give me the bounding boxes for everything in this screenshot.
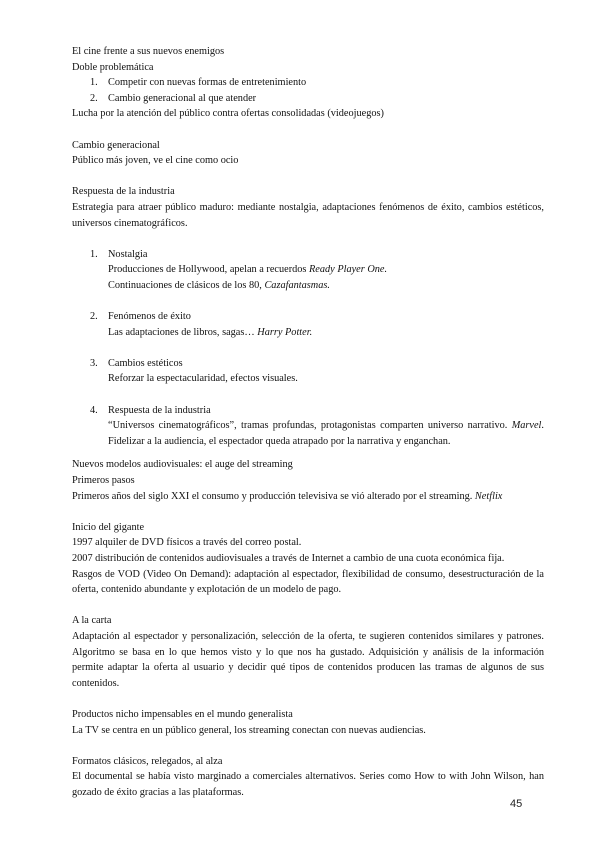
section5-line2: 2007 distribución de contenidos audiovisuales a través de Internet a cambio de una cuota económica fija. [72, 553, 505, 564]
page-number: 45 [510, 798, 523, 810]
section2-title: Cambio generacional [72, 139, 160, 151]
list-number: 4. [90, 404, 98, 416]
list-number: 1. [90, 77, 98, 89]
section6-title: A la carta [72, 615, 112, 627]
list-item [72, 403, 544, 450]
section7-text: La TV se centra en un público general, los streaming conectan con nuevas audiencias. [72, 724, 426, 736]
list-line: Reforzar la espectacularidad, efectos visuales. [108, 373, 298, 385]
section3-text: Estrategia para atraer público maduro: mediante nostalgia, adaptaciones fenómenos de éxito, cambios estéticos, universos cinematográficos. [72, 201, 544, 229]
section5-title: Inicio del gigante [72, 521, 145, 533]
section4-title: Nuevos modelos audiovisuales: el auge del streaming [72, 459, 293, 471]
list-number: 3. [90, 357, 98, 369]
section1-title: El cine frente a sus nuevos enemigos [72, 46, 225, 57]
list-item-text: Cambio generacional al que atender [108, 92, 257, 104]
section5-line1: 1997 alquiler de DVD físicos a través del correo postal. [72, 537, 302, 549]
list-line: Continuaciones de clásicos de los 80, Cazafantasmas. [108, 279, 330, 291]
list-heading: Fenómenos de éxito [108, 311, 191, 323]
section7-title: Productos nicho impensables en el mundo generalista [72, 708, 293, 720]
section3-list [72, 247, 544, 450]
list-heading: Nostalgia [108, 248, 148, 260]
list-number: 1. [90, 248, 98, 260]
list-item [72, 247, 544, 294]
list-item [72, 91, 544, 107]
list-line: Las adaptaciones de libros, sagas… Harry Potter. [108, 326, 313, 338]
section5-line3: Rasgos de VOD (Video On Demand): adaptación al espectador, flexibilidad de consumo, desestructuración de la oferta, contenido abundante y explotación de un modelo de pago. [72, 568, 544, 596]
section6-text: Adaptación al espectador y personalización, selección de la oferta, te sugieren contenidos similares y patrones. Algoritmo se basa en lo que hemos visto y lo que nos ha gustado. Adquisición y análisis de la información permite adaptar la oferta al usuario y decidir qué tipos de contenidos producen las tramas de algunos de sus contenidos. [72, 630, 544, 689]
section1-list [72, 75, 544, 106]
list-item [72, 75, 544, 91]
list-line: Producciones de Hollywood, apelan a recuerdos Ready Player One. [108, 264, 388, 276]
section8-title: Formatos clásicos, relegados, al alza [72, 755, 223, 767]
section8-text: El documental se había visto marginado a comerciales alternativos. Series como How to with John Wilson, han gozado de éxito gracias a las plataformas. [72, 771, 544, 798]
list-number: 2. [90, 311, 98, 323]
section2-text: Público más joven, ve el cine como ocio [72, 155, 239, 167]
section4-text: Primeros años del siglo XXI el consumo y producción televisiva se vió alterado por el streaming. Netflix [72, 490, 503, 502]
document-page [72, 44, 544, 801]
list-item [72, 356, 544, 387]
list-item [72, 309, 544, 340]
section3-title: Respuesta de la industria [72, 186, 175, 198]
list-line: “Universos cinematográficos”, tramas profundas, protagonistas comparten universo narrativo. Marvel. Fidelizar a la audiencia, el espectador queda atrapado por la narrativa y enganchan. [108, 420, 544, 447]
section4-subtitle: Primeros pasos [72, 475, 135, 487]
section1-summary: Lucha por la atención del público contra ofertas consolidadas (videojuegos) [72, 108, 384, 120]
list-number: 2. [90, 92, 98, 104]
list-heading: Cambios estéticos [108, 357, 183, 369]
list-item-text: Competir con nuevas formas de entretenimiento [108, 77, 307, 89]
list-heading: Respuesta de la industria [108, 404, 211, 416]
section1-subtitle: Doble problemática [72, 61, 154, 73]
